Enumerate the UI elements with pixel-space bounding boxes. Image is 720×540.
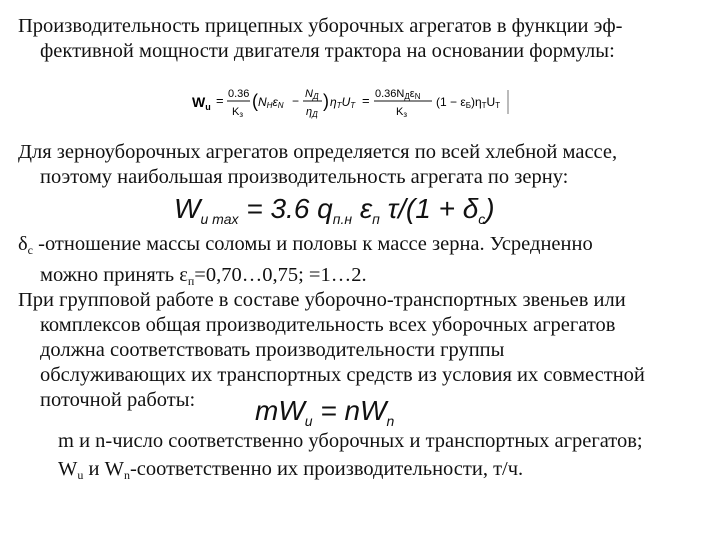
paragraph-mn-definition: m и n-число соответственно уборочных и транспортных агрегатов; [58, 430, 643, 452]
paragraph-line: поточной работы: [40, 389, 196, 411]
formula-1-svg [192, 80, 512, 126]
formula-1-num3: 0.36NДεN [375, 88, 421, 101]
svg-text:(: ( [252, 91, 258, 111]
formula-1-tail: ηTUT [330, 95, 356, 110]
paragraph-intro [18, 14, 708, 64]
formula-1-eq: = [216, 93, 224, 108]
paragraph-line: $\delta_c$ -отношение массы соломы и половы к массе зерна. Усредненно [18, 233, 593, 257]
formula-productivity-power [192, 80, 512, 126]
formula-1-frac2-num: NД [305, 88, 319, 101]
paragraph-line: обслуживающих их транспортных средств из условия их совместной [40, 364, 645, 386]
formula-1-minus: − [292, 94, 300, 108]
paragraph-line: Производительность прицепных уборочных агрегатов в функции эф- [18, 15, 623, 37]
formula-1-frac2-den: ηД [306, 106, 318, 119]
paragraph-delta-definition [18, 232, 708, 294]
formula-group-balance: $mW_u = nW_n$ [255, 395, 395, 429]
paragraph-line: должна соответствовать производительности группы [40, 339, 505, 361]
svg-text:): ) [323, 91, 329, 111]
formula-1-lhs: $W_u$ [192, 94, 211, 112]
paragraph-line: комплексов общая производительность всех уборочных агрегатов [40, 314, 616, 336]
paragraph-line: можно принять $\varepsilon_п=0,70\dots 0,75$; =1…2. [40, 264, 367, 288]
paragraph-w-definition: $W_u$ и $W_n$-соответственно их производительности, т/ч. [58, 458, 524, 482]
paragraph-line: Для зерноуборочных агрегатов определяется по всей хлебной массе, [18, 141, 618, 163]
formula-1-eq2: = [362, 93, 370, 108]
paragraph-grain-harvesters [18, 140, 708, 190]
formula-1-mid3: (1 − εБ)ηTUT [436, 95, 501, 110]
formula-1-den3: Kз [396, 106, 408, 119]
formula-max-productivity: $W_{u max} = 3.6$ $q_{п.н}$ $\varepsilon_п$ $\tau/(1 + \delta_c)$ [174, 193, 495, 227]
paragraph-line: поэтому наибольшая производительность агрегата по зерну: [40, 166, 569, 188]
formula-1-bracket: NHεN [258, 95, 284, 110]
paragraph-line: При групповой работе в составе уборочно-транспортных звеньев или [18, 289, 626, 311]
formula-1-den: Kз [232, 106, 244, 119]
formula-1-num: 0.36 [228, 88, 250, 100]
paragraph-line: фективной мощности двигателя трактора на основании формулы: [40, 40, 615, 62]
